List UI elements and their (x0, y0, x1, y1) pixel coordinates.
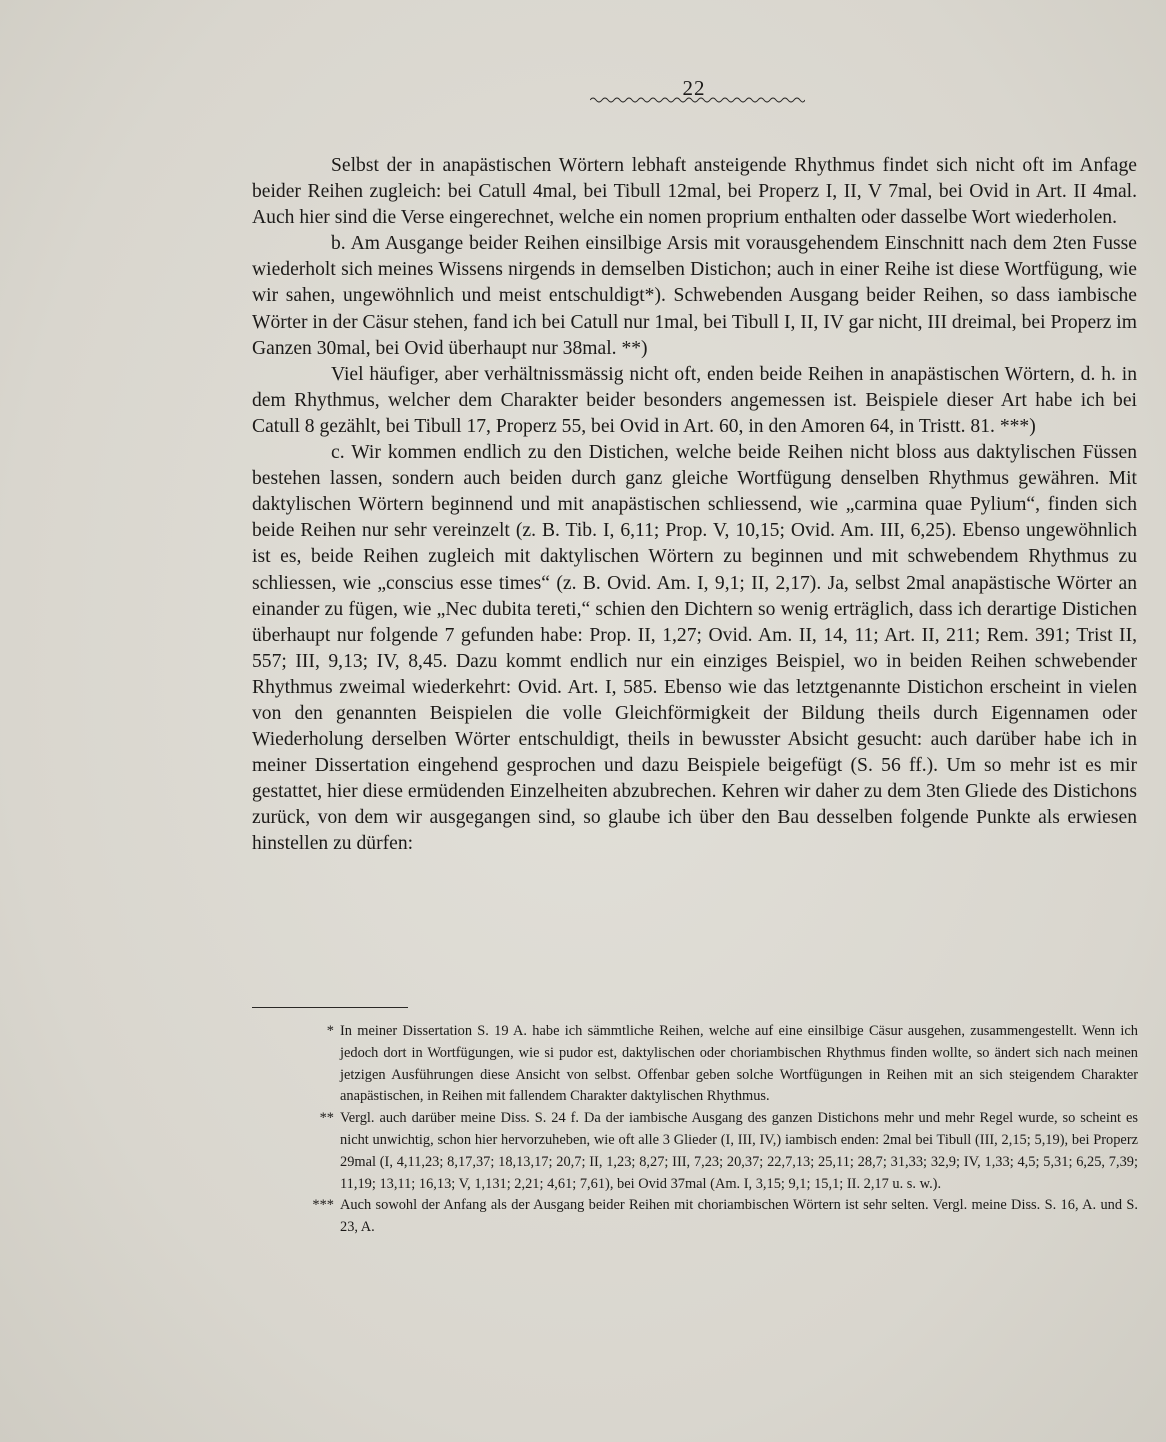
footnote (319, 1108, 1138, 1195)
footnotes (312, 1021, 1138, 1239)
footnote-text: Auch sowohl der Anfang als der Ausgang beider Reihen mit choriambischen Wörtern ist sehr selten. Vergl. meine Diss. S. 16, A. und S. 23, A. (340, 1197, 1138, 1236)
paragraph: c. Wir kommen endlich zu den Distichen, welche beide Reihen nicht bloss aus daktylischen Füssen bestehen lassen, sondern auch beiden durch ganz gleiche Wortfügung denselben Rhythmus gewähren. Mit daktylischen Wörtern beginnend und mit anapästischen schliessend, wie „carmina quae Pylium“, finden sich beide Reihen nur sehr vereinzelt (z. B. Tib. I, 6,11; Prop. V, 10,15; Ovid. Am. III, 6,25). Ebenso ungewöhnlich ist es, beide Reihen zugleich mit daktylischen Wörtern zu beginnen und mit schwebendem Rhythmus zu schliessen, wie „conscius esse times“ (z. B. Ovid. Am. I, 9,1; II, 2,17). Ja, selbst 2mal anapästische Wörter an einander zu fügen, wie „Nec dubita tereti,“ schien den Dichtern so wenig erträglich, dass ich derartige Distichen überhaupt nur folgende 7 gefunden habe: Prop. II, 1,27; Ovid. Am. II, 14, 11; Art. II, 211; Rem. 391; Trist II, 557; III, 9,13; IV, 8,45. Dazu kommt endlich nur ein einziges Beispiel, wo in beiden Reihen schwebender Rhythmus zweimal wiederkehrt: Ovid. Art. I, 585. Ebenso wie das letztgenannte Distichon erscheint in vielen von den genannten Beispielen die volle Gleichförmigkeit der Bildung theils durch Eigennamen oder Wiederholung derselben Wörter entschuldigt, theils in bewusster Absicht gesucht: auch darüber habe ich in meiner Dissertation eingehend gesprochen und dazu Beispiele beigefügt (S. 56 ff.). Um so mehr ist es mir gestattet, hier diese ermüdenden Einzelheiten abzubrechen. Kehren wir daher zu dem 3ten Gliede des Distichons zurück, von dem wir ausgegangen sind, so glaube ich über den Bau desselben folgende Punkte als erwiesen hinstellen zu dürfen: (252, 442, 1137, 855)
footnote-text: Vergl. auch darüber meine Diss. S. 24 f. Da der iambische Ausgang des ganzen Distichons mehr und mehr Regel wurde, so scheint es nicht unwichtig, schon hier hervorzuheben, wie oft alle 3 Glieder (I, III, IV,) iambisch enden: 2mal bei Tibull (III, 2,15; 5,19), bei Properz 29mal (I, 4,11,23; 8,17,37; 18,13,17; 20,7; II, 1,23; 8,27; III, 7,23; 20,37; 22,7,13; 25,11; 28,7; 31,33; 32,9; IV, 1,33; 4,5; 5,31; 6,25, 7,39; 11,19; 13,11; 16,13; V, 1,131; 2,21; 4,61; 7,61), bei Ovid 37mal (Am. I, 3,15; 9,1; 15,1; II. 2,17 u. s. w.). (340, 1110, 1138, 1192)
footnote (312, 1195, 1138, 1239)
main-text (252, 153, 1137, 858)
footnote-text: In meiner Dissertation S. 19 A. habe ich sämmtliche Reihen, welche auf eine einsilbige Cäsur ausgehen, zusammengestellt. Wenn ich jedoch dort in Wortfügungen, wie si pudor est, daktylischen oder choriambischen Rhythmus finden wollte, so ändert sich nach meinen jetzigen Ausführungen diese Ansicht von selbst. Offenbar geben solche Wortfügungen in Reihen mit an sich steigendem Charakter anapästischen, in Reihen mit fallendem Charakter daktylischen Rhythmus. (340, 1023, 1138, 1105)
footnote-mark: * (326, 1023, 334, 1039)
footnote-divider (252, 1007, 408, 1008)
paragraph: Selbst der in anapästischen Wörtern lebhaft ansteigende Rhythmus findet sich nicht oft im Anfage beider Reihen zugleich: bei Catull 4mal, bei Tibull 12mal, bei Properz I, II, V 7mal, bei Ovid in Art. II 4mal. Auch hier sind die Verse eingerechnet, welche ein nomen proprium enthalten oder dasselbe Wort wiederholen. (252, 155, 1137, 229)
paragraph: b. Am Ausgange beider Reihen einsilbige Arsis mit vorausgehendem Einschnitt nach dem 2ten Fusse wiederholt sich meines Wissens nirgends in demselben Distichon; auch in einer Reihe ist diese Wortfügung, wie wir sahen, ungewöhnlich und meist entschuldigt*). Schwebenden Ausgang beider Reihen, so dass iambische Wörter in der Cäsur stehen, fand ich bei Catull nur 1mal, bei Tibull I, II, IV gar nicht, III dreimal, bei Properz im Ganzen 30mal, bei Ovid überhaupt nur 38mal. **) (252, 233, 1137, 359)
page-number: 22 (682, 76, 706, 100)
decorative-rule-ornament (590, 94, 805, 106)
footnote-mark: ** (319, 1110, 334, 1127)
footnote (326, 1021, 1138, 1108)
footnote-mark: *** (312, 1197, 334, 1214)
paragraph: Viel häufiger, aber verhältnissmässig nicht oft, enden beide Reihen in anapästischen Wörtern, d. h. in dem Rhythmus, welcher dem Charakter beider besonders angemessen ist. Beispiele dieser Art habe ich bei Catull 8 gezählt, bei Tibull 17, Properz 55, bei Ovid in Art. 60, in den Amoren 64, in Tristt. 81. ***) (252, 363, 1137, 437)
